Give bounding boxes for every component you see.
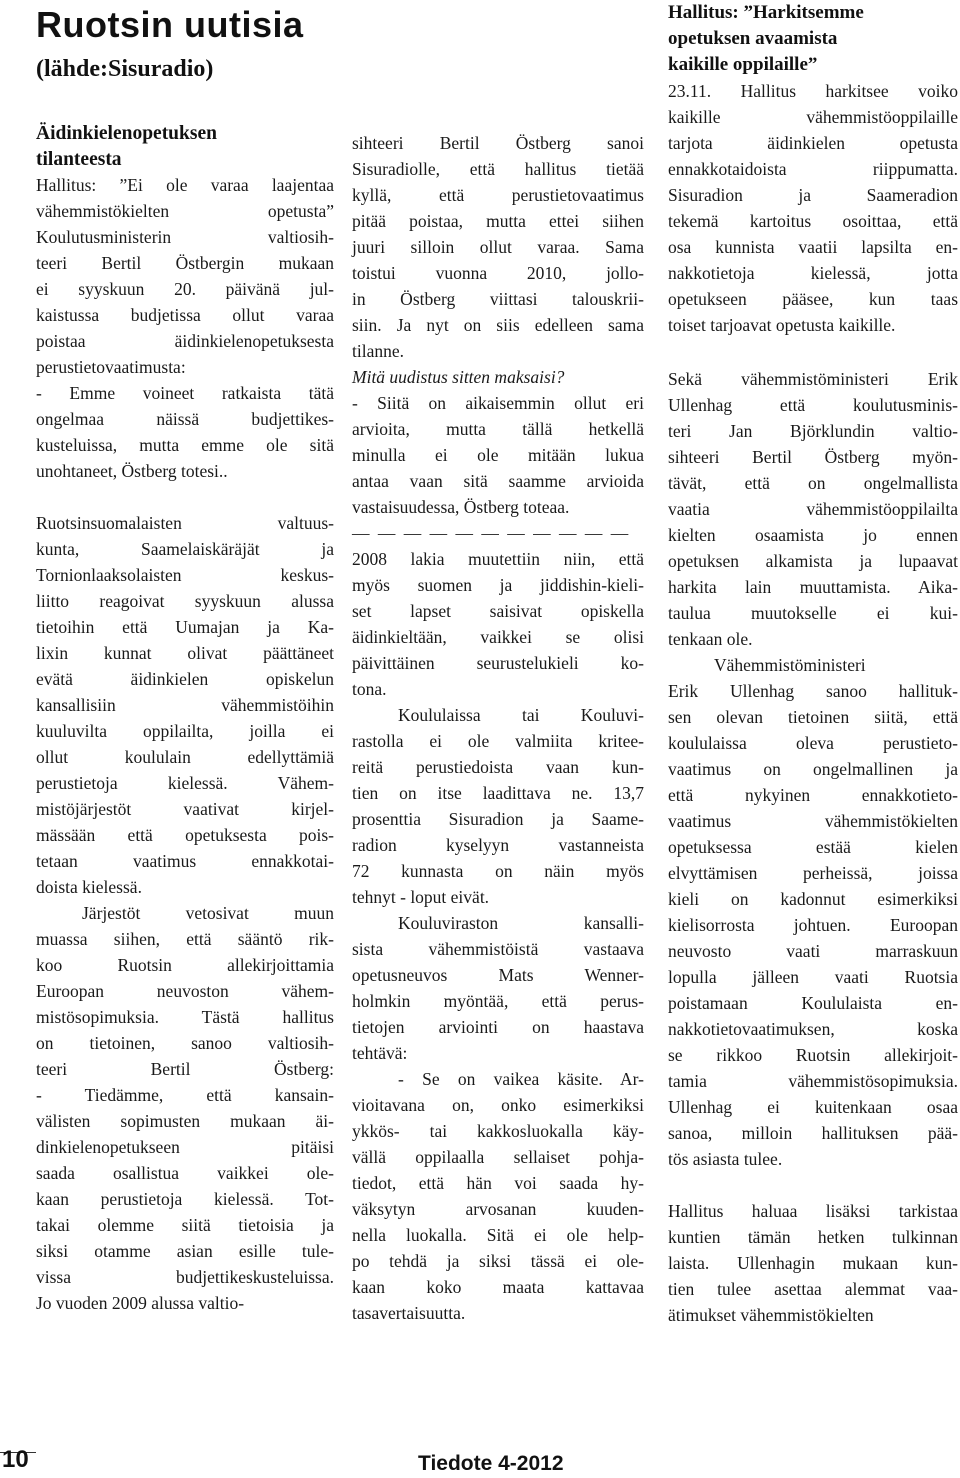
text-line: nakkotietovaatimuksen, koska xyxy=(668,1019,958,1039)
text-line: laista. Ullenhagin mukaan kun- xyxy=(668,1253,958,1273)
text-line: kaikille vähemmistöoppilaille xyxy=(668,107,958,127)
text-line: koululaissa oleva perustieto- xyxy=(668,733,958,753)
text-line: Koululaissa tai Kouluvi- xyxy=(398,705,644,725)
page-number: 10 xyxy=(2,1446,29,1473)
text-line: set lapset saisivat opiskella xyxy=(352,601,644,621)
article1-question: Mitä uudistus sitten maksaisi? xyxy=(352,367,565,387)
text-line: opetuksessa estää kielen xyxy=(668,837,958,857)
text-line: mässään että opetuksesta pois- xyxy=(36,825,334,845)
issue-label: Tiedote 4-2012 xyxy=(418,1452,564,1475)
text-line: Hallitus: ”Ei ole varaa laajentaa xyxy=(36,175,334,195)
text-line: osa kunnista vaatii lapsilta en- xyxy=(668,237,958,257)
text-line: rastolla ei ole valmiita kritee- xyxy=(352,731,644,751)
article3-paragraph xyxy=(668,78,958,338)
text-line: - Tiedämme, että kansain- xyxy=(36,1085,334,1105)
text-line: vastaisuudessa, Östberg toteaa. xyxy=(352,497,570,517)
article1-paragraph xyxy=(36,172,334,484)
text-line: tien on itse laadittava ne. 13,7 xyxy=(352,783,644,803)
text-line: välisten sopimusten mukaan äi- xyxy=(36,1111,334,1131)
text-line: Vähemmistöministeri xyxy=(714,655,866,675)
text-line: in Östberg viittasi talouskrii- xyxy=(352,289,644,309)
text-line: 23.11. Hallitus harkitsee voiko xyxy=(668,81,958,101)
text-line: mistösopimuksia. Tästä hallitus xyxy=(36,1007,334,1027)
text-line: ennakkotaidoista riippumatta. xyxy=(668,159,958,179)
article1-headline xyxy=(36,121,334,172)
text-line: äidinkieltään, vaikkei se olisi xyxy=(352,627,644,647)
text-line: on tietoinen, sanoo valtiosih- xyxy=(36,1033,334,1053)
text-line: teeri Bertil Östbergin mukaan xyxy=(36,253,334,273)
page-title: Ruotsin uutisia xyxy=(36,4,304,45)
text-line: Sisuradiolle, että hallitus tietää xyxy=(352,159,644,179)
text-line: tona. xyxy=(352,679,387,699)
text-line: siksi otamme asian esille tule- xyxy=(36,1241,334,1261)
text-line: sista vähemmistöistä vastaava xyxy=(352,939,644,959)
text-line: lopulla jälleen vaati Ruotsia xyxy=(668,967,958,987)
article3-paragraph xyxy=(668,366,958,652)
text-line: dinkielenopetukseen pitäisi xyxy=(36,1137,334,1157)
text-line: vaatimus on ongelmallinen ja xyxy=(668,759,958,779)
text-line: sen olevan tietoinen siitä, että xyxy=(668,707,958,727)
text-line: taulua muutokselle ei kui- xyxy=(668,603,958,623)
text-line: opetusneuvos Mats Wenner- xyxy=(352,965,644,985)
article1-headline-line2: tilanteesta xyxy=(36,148,122,170)
text-line: poistaa äidinkielenopetuksesta xyxy=(36,331,334,351)
text-line: kaan koko maata kattavaa xyxy=(352,1277,644,1297)
page-subtitle: (lähde:Sisuradio) xyxy=(36,56,214,82)
text-line: elvyttämisen perheissä, joissa xyxy=(668,863,958,883)
text-line: tien tulee asettaa alemmat vaa- xyxy=(668,1279,958,1299)
text-line: tetaan vaatimus ennakkotai- xyxy=(36,851,334,871)
text-line: Ullenhag että koulutusminis- xyxy=(668,395,958,415)
text-line: sihteeri Bertil Östberg sanoi xyxy=(352,133,644,153)
text-line: vioitavana on, onko esimerkiksi xyxy=(352,1095,644,1115)
text-line: tös asiasta tulee. xyxy=(668,1149,783,1169)
text-line: ollut koululain edellyttämiä xyxy=(36,747,334,767)
text-line: Ruotsinsuomalaisten valtuus- xyxy=(36,513,334,533)
text-line: tarjota äidinkielen opetusta xyxy=(668,133,958,153)
text-line: Tornionlaaksolaisten keskus- xyxy=(36,565,334,585)
text-line: ykkös- tai kakkosluokalla käy- xyxy=(352,1121,644,1141)
text-line: Koulutusministerin valtiosih- xyxy=(36,227,334,247)
text-line: vällä oppilaalla sellaiset pohja- xyxy=(352,1147,644,1167)
text-line: siin. Ja nyt on siis edelleen sama xyxy=(352,315,644,335)
text-line: radion kyselyyn vastanneista xyxy=(352,835,644,855)
text-line: opetukseen pääsee, kun taas xyxy=(668,289,958,309)
text-line: tasavertaisuutta. xyxy=(352,1303,466,1323)
text-line: kielisorrosta johtuen. Euroopan xyxy=(668,915,958,935)
text-line: antaa vaan sitä saamme arvioida xyxy=(352,471,644,491)
text-line: lixin kunnat olivat päättäneet xyxy=(36,643,334,663)
text-line: tamia vähemmistösopimuksia. xyxy=(668,1071,958,1091)
text-line: takai olemme siitä tietoisia ja xyxy=(36,1215,334,1235)
text-line: unohtaneet, Östberg totesi.. xyxy=(36,461,228,481)
text-line: prosenttia Sisuradion ja Saame- xyxy=(352,809,644,829)
text-line: evätä äidinkielen opiskelun xyxy=(36,669,334,689)
text-line: tietojen arviointi on haastava xyxy=(352,1017,644,1037)
text-line: ei syyskuun 20. päivänä jul- xyxy=(36,279,334,299)
text-line: 2008 lakia muutettiin niin, että xyxy=(352,549,644,569)
text-line: Kouluviraston kansalli- xyxy=(398,913,644,933)
text-line: doista kielessä. xyxy=(36,877,142,897)
text-line: saada osallistua vaikkei ole- xyxy=(36,1163,334,1183)
text-line: po tehdä ja siksi tässä ei ole- xyxy=(352,1251,644,1271)
text-line: pitää poistaa, mutta ettei siihen xyxy=(352,211,644,231)
text-line: ongelmaa näissä budjettikes- xyxy=(36,409,334,429)
text-line: tävät, että on ongelmallista xyxy=(668,473,958,493)
text-line: vaatimus vähemmistökielten xyxy=(668,811,958,831)
text-line: tenkaan ole. xyxy=(668,629,753,649)
text-line: - Siitä on aikaisemmin ollut eri xyxy=(352,393,644,413)
text-line: teri Jan Björklundin valtio- xyxy=(668,421,958,441)
text-line: tehnyt - loput eivät. xyxy=(352,887,490,907)
text-line: liitto reagoivat syyskuun alussa xyxy=(36,591,334,611)
text-line: Sekä vähemmistöministeri Erik xyxy=(668,369,958,389)
text-line: Euroopan neuvoston vähem- xyxy=(36,981,334,1001)
text-line: 72 kunnasta on näin myös xyxy=(352,861,644,881)
article1-paragraph xyxy=(36,900,334,1316)
article2-paragraph xyxy=(352,702,644,910)
text-line: juuri silloin ollut varaa. Sama xyxy=(352,237,644,257)
article3-paragraph xyxy=(668,652,958,1172)
article1-continuation xyxy=(352,390,644,520)
text-line: Jo vuoden 2009 alussa valtio- xyxy=(36,1293,245,1313)
text-line: tiedot, että hän voi saada hy- xyxy=(352,1173,644,1193)
text-line: sanoa, milloin hallituksen pää- xyxy=(668,1123,958,1143)
text-line: Järjestöt vetosivat muun xyxy=(82,903,334,923)
text-line: nella luokalla. Sitä ei ole help- xyxy=(352,1225,644,1245)
text-line: arvioita, mutta tällä hetkellä xyxy=(352,419,644,439)
article1-continuation xyxy=(352,130,644,364)
article1-paragraph xyxy=(36,510,334,900)
text-line: neuvosto vaati marraskuun xyxy=(668,941,958,961)
text-line: tietoihin että Uumajan ja Ka- xyxy=(36,617,334,637)
text-line: perustietovaatimusta: xyxy=(36,357,186,377)
text-line: muassa siihen, että sääntö rik- xyxy=(36,929,334,949)
text-line: Hallitus haluaa lisäksi tarkistaa xyxy=(668,1201,958,1221)
text-line: väksytyn arvosanan kuuden- xyxy=(352,1199,644,1219)
text-line: kunta, Saamelaiskäräjät ja xyxy=(36,539,334,559)
text-line: Erik Ullenhag sanoo hallituk- xyxy=(668,681,958,701)
article-divider: — — — — — — — — — — — xyxy=(352,523,631,543)
article2-paragraph xyxy=(352,1066,644,1326)
text-line: vähemmistökielten opetusta” xyxy=(36,201,334,221)
text-line: kusteluissa, mutta emme ole sitä xyxy=(36,435,334,455)
text-line: opetuksen alkamista ja lupaavat xyxy=(668,551,958,571)
text-line: myös suomen ja jiddishin-kieli- xyxy=(352,575,644,595)
text-line: kaan perustietoja kielessä. Tot- xyxy=(36,1189,334,1209)
article2-paragraph xyxy=(352,546,644,702)
text-line: tekemä kartoitus osoittaa, että xyxy=(668,211,958,231)
article3-headline-line1: Hallitus: ”Harkitsemme xyxy=(668,2,864,23)
text-line: perustietoja kielessä. Vähem- xyxy=(36,773,334,793)
text-line: kyllä, että perustietovaatimus xyxy=(352,185,644,205)
text-line: mistöjärjestöt vaativat kirjel- xyxy=(36,799,334,819)
text-line: sihteeri Bertil Östberg myön- xyxy=(668,447,958,467)
article3-headline xyxy=(668,0,958,78)
article2-paragraph xyxy=(352,910,644,1066)
text-line: kansallisiin vähemmistöihin xyxy=(36,695,334,715)
text-line: ätimukset vähemmistökielten xyxy=(668,1305,874,1325)
text-line: kuuluvilta oppilailta, joilla ei xyxy=(36,721,334,741)
text-line: - Se on vaikea käsite. Ar- xyxy=(398,1069,644,1089)
text-line: kuntien tämän hetken tulkinnan xyxy=(668,1227,958,1247)
text-line: toistui vuonna 2010, jollo- xyxy=(352,263,644,283)
text-line: vissa budjettikeskusteluissa. xyxy=(36,1267,334,1287)
text-line: kaistussa budjetissa ollut varaa xyxy=(36,305,334,325)
text-line: Ullenhag ei kuitenkaan osaa xyxy=(668,1097,958,1117)
text-line: tilanne. xyxy=(352,341,404,361)
text-line: - Emme voineet ratkaista tätä xyxy=(36,383,334,403)
text-line: minulla ei ole mitään lukua xyxy=(352,445,644,465)
text-line: että nykyinen ennakkotieto- xyxy=(668,785,958,805)
text-line: se rikkoo Ruotsin allekirjoit- xyxy=(668,1045,958,1065)
text-line: teeri Bertil Östberg: xyxy=(36,1059,334,1079)
text-line: koo Ruotsin allekirjoittamia xyxy=(36,955,334,975)
article3-headline-line2: opetuksen avaamista xyxy=(668,28,838,49)
text-line: päivittäinen seurustelukieli ko- xyxy=(352,653,644,673)
text-line: holmkin myöntää, että perus- xyxy=(352,991,644,1011)
text-line: harkita lain muuttamista. Aika- xyxy=(668,577,958,597)
article3-headline-line3: kaikille oppilaille” xyxy=(668,54,818,75)
text-line: nakkotietoja kielessä, jotta xyxy=(668,263,958,283)
article3-paragraph xyxy=(668,1198,958,1328)
text-line: vaatia vähemmistöoppilailta xyxy=(668,499,958,519)
text-line: poistamaan Koululaista en- xyxy=(668,993,958,1013)
text-line: reitä perustiedoista vaan kun- xyxy=(352,757,644,777)
text-line: kielten osaamista jo ennen xyxy=(668,525,958,545)
text-line: toiset tarjoavat opetusta kaikille. xyxy=(668,315,896,335)
text-line: kieli on kadonnut esimerkiksi xyxy=(668,889,958,909)
text-line: Sisuradion ja Saameradion xyxy=(668,185,958,205)
text-line: tehtävä: xyxy=(352,1043,408,1063)
article1-headline-line1: Äidinkielenopetuksen xyxy=(36,123,217,144)
